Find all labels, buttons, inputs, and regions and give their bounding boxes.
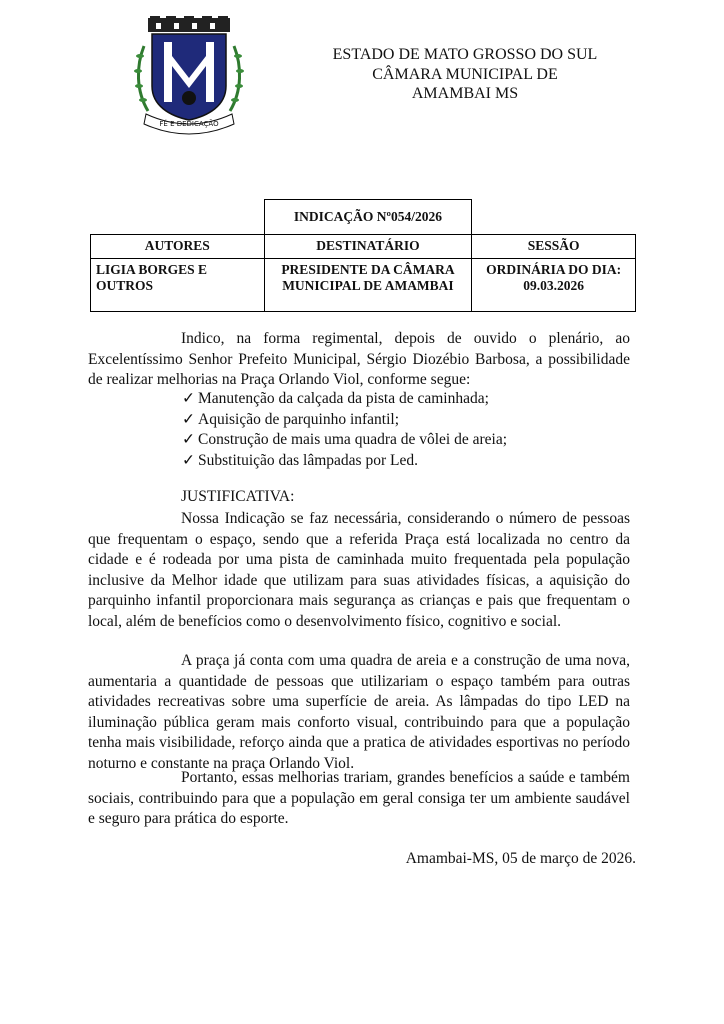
header-state: ESTADO DE MATO GROSSO DO SUL	[332, 46, 598, 63]
list-item: ✓ Manutenção da calçada da pista de caminhada;	[182, 389, 507, 410]
header-sessao: SESSÃO	[472, 235, 636, 259]
list-item: ✓ Construção de mais uma quadra de vôlei de areia;	[182, 430, 507, 451]
list-item: ✓ Aquisição de parquinho infantil;	[182, 410, 507, 431]
checkmark-icon: ✓	[182, 431, 195, 449]
cell-destinatario: PRESIDENTE DA CÂMARA MUNICIPAL DE AMAMBAI	[264, 259, 472, 312]
improvement-list	[182, 389, 507, 471]
place-date-signature: Amambai-MS, 05 de março de 2026.	[405, 850, 636, 867]
justification-paragraph-1: Nossa Indicação se faz necessária, considerando o número de pessoas que frequentam o espaço, sendo que a referida Praça está localizada no centro da cidade e é rodeada por uma pista de caminhada muito frequentada pela população inclusive da Melhor idade que utilizam para suas atividades físicas, a aquisição do parquinho infantil proporcionara mais segurança as crianças e pais que frequentam o local, além de benefícios como o desenvolvimento físico, cognitivo e social.	[88, 510, 630, 630]
indication-title: INDICAÇÃO Nº054/2026	[264, 200, 472, 235]
coat-of-arms-logo	[134, 16, 244, 142]
header-chamber: CÂMARA MUNICIPAL DE	[372, 65, 558, 83]
justification-heading: JUSTIFICATIVA:	[181, 488, 295, 505]
cell-sessao: ORDINÁRIA DO DIA: 09.03.2026	[472, 259, 636, 312]
svg-text:FÉ E DEDICAÇÃO: FÉ E DEDICAÇÃO	[159, 120, 219, 128]
intro-paragraph: Indico, na forma regimental, depois de ouvido o plenário, ao Excelentíssimo Senhor Prefeito Municipal, Sérgio Diozébio Barbosa, a possibilidade de realizar melhorias na Praça Orlando Viol, conforme segue:	[88, 330, 630, 389]
header-autores: AUTORES	[91, 235, 265, 259]
list-item: ✓ Substituição das lâmpadas por Led.	[182, 451, 507, 472]
header-destinatario: DESTINATÁRIO	[264, 235, 472, 259]
document-header	[290, 45, 640, 104]
justification-paragraph-2: A praça já conta com uma quadra de areia e a construção de uma nova, aumentaria a quantidade de pessoas que utilizariam o espaço também para outras atividades recreativas sobre uma superfície de areia. As lâmpadas do tipo LED na iluminação pública geram mais conforto visual, contribuindo para que a população tenha mais visibilidade, reforço ainda que a pratica de atividades esportivas no período noturno e constante na praça Orlando Viol.	[88, 652, 630, 772]
indication-table	[90, 199, 636, 312]
checkmark-icon: ✓	[182, 451, 195, 469]
justification-paragraph-3: Portanto, essas melhorias trariam, grandes benefícios a saúde e também sociais, contribuindo para que a população em geral consiga ter um ambiente saudável e seguro para prática do esporte.	[88, 769, 630, 828]
header-city: AMAMBAI MS	[411, 85, 519, 102]
checkmark-icon: ✓	[182, 390, 195, 407]
cell-autores: LIGIA BORGES E OUTROS	[91, 259, 265, 312]
checkmark-icon: ✓	[182, 410, 195, 428]
